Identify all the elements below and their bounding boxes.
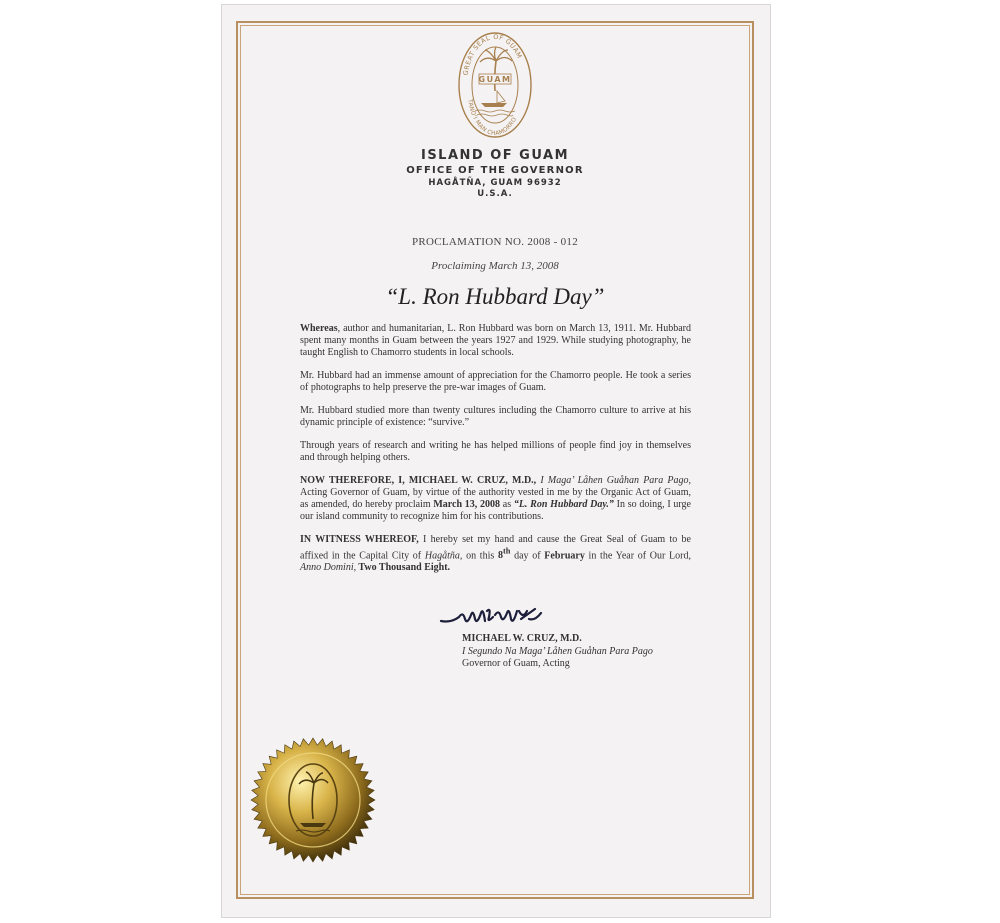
- on-this-text: on this: [462, 550, 498, 562]
- paragraph-cultures: Mr. Hubbard studied more than twenty cultures including the Chamorro culture to arrive at his dynamic principle of existence: “survive.”: [300, 405, 691, 428]
- office-header: [330, 148, 660, 199]
- governor-signature: [437, 597, 557, 629]
- paragraph-now-therefore: [300, 475, 691, 523]
- proclaimed-date: March 13, 2008: [433, 499, 501, 510]
- office-heading: OFFICE OF THE GOVERNOR: [406, 165, 584, 176]
- office-country: U.S.A.: [477, 189, 513, 199]
- day-of-text: day of: [510, 550, 545, 562]
- witness-lead: IN WITNESS WHEREOF,: [300, 534, 419, 545]
- signatory-block: [462, 633, 722, 671]
- signatory-title: Governor of Guam, Acting: [462, 658, 570, 669]
- capital-city: Hagåtña,: [424, 550, 463, 562]
- signing-day-suffix: th: [502, 547, 511, 556]
- urge-text: In so doing, I urge our island community to recognize him for his contributions.: [300, 499, 691, 522]
- signatory-native-title: I Segundo Na Maga’ Låhen Guåhan Para Pago: [462, 645, 653, 657]
- proclaimed-day: “L. Ron Hubbard Day.”: [513, 499, 614, 510]
- signing-month: February: [544, 550, 585, 562]
- great-seal-of-guam-icon: [457, 31, 533, 139]
- proclamation-title: “L. Ron Hubbard Day”: [385, 284, 605, 309]
- witness-text: I hereby set my hand and cause the Great Seal of Guam to be affixed in the Capital City of: [300, 534, 691, 562]
- governor-native-title: I Maga’ Låhen Guåhan Para Pago,: [540, 475, 691, 486]
- paragraph-appreciation: Mr. Hubbard had an immense amount of appreciation for the Chamorro people. He took a series of photographs to help preserve the pre-war images of Guam.: [300, 370, 691, 393]
- paragraph-research: Through years of research and writing he has helped millions of people find joy in themselves and through helping others.: [300, 440, 691, 463]
- signing-year: Two Thousand Eight.: [356, 562, 451, 574]
- now-therefore-lead: NOW THEREFORE, I, MICHAEL W. CRUZ, M.D.,: [300, 475, 537, 486]
- office-address: HAGÅTÑA, GUAM 96932: [428, 178, 562, 188]
- signing-day-number: 8: [497, 550, 503, 562]
- anno-domini: Anno Domini,: [300, 562, 357, 574]
- whereas-lead: Whereas: [300, 323, 338, 334]
- svg-text:GREAT SEAL OF GUAM: [462, 33, 524, 76]
- island-heading: ISLAND OF GUAM: [420, 148, 570, 163]
- whereas-text: , author and humanitarian, L. Ron Hubbard was born on March 13, 1911. Mr. Hubbard spent many months in Guam between the years 1927 and 1929. While studying photography, he taught English to Chamorro students in local schools.: [300, 323, 691, 358]
- proclamation-body: [300, 323, 691, 585]
- as-text: as: [500, 499, 514, 510]
- seal-bottom-text: TANO'I MAN CHAMORRO: [466, 98, 519, 138]
- paragraph-witness: [300, 534, 691, 574]
- paragraph-whereas: [300, 323, 691, 359]
- proclamation-date: Proclaiming March 13, 2008: [431, 260, 559, 272]
- seal-center-text: GUAM: [478, 75, 512, 84]
- gold-embossed-seal-icon: [250, 737, 376, 863]
- now-therefore-text: Acting Governor of Guam, by virtue of the authority vested in me by the Organic Act of Guam, as amended, do hereby proclaim: [300, 487, 691, 510]
- year-of-text: in the Year of Our Lord,: [584, 550, 691, 562]
- seal-top-text: GREAT SEAL OF GUAM: [461, 32, 524, 76]
- signatory-name: MICHAEL W. CRUZ, M.D.: [462, 633, 582, 644]
- signing-day: [497, 547, 511, 562]
- proclamation-number: PROCLAMATION NO. 2008 - 012: [411, 236, 579, 248]
